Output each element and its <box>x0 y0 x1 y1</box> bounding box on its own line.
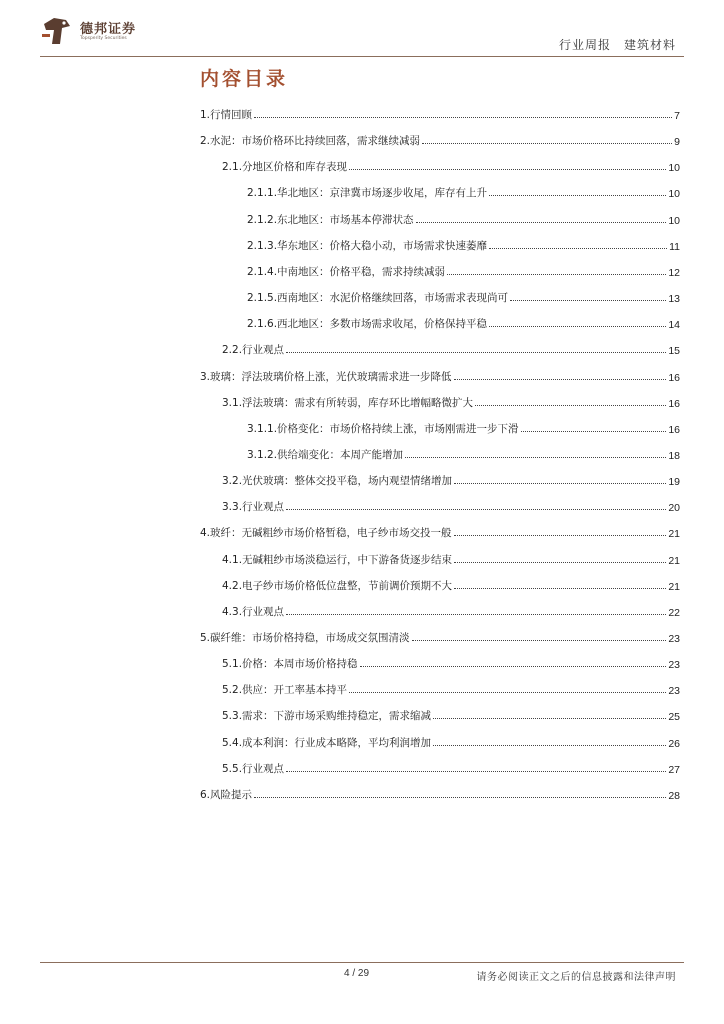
toc-dot-leader <box>360 666 667 667</box>
header-divider <box>40 56 684 57</box>
toc-entry-title: 6.风险提示 <box>200 788 253 801</box>
toc-dot-leader <box>286 352 666 353</box>
toc-entry-title: 4.3.行业观点 <box>222 605 285 618</box>
toc-entry[interactable] <box>222 496 680 514</box>
toc-entry-title: 2.水泥：市场价格环比持续回落，需求继续减弱 <box>200 135 421 148</box>
legal-disclaimer: 请务必阅读正文之后的信息披露和法律声明 <box>476 972 676 983</box>
toc-entry-title: 4.玻纤：无碱粗纱市场价格暂稳，电子纱市场交投一般 <box>200 527 452 540</box>
toc-dot-leader <box>454 483 666 484</box>
toc-entry-title: 2.1.1.华北地区：京津冀市场逐步收尾，库存有上升 <box>247 187 488 200</box>
toc-dot-leader <box>412 640 667 641</box>
toc-dot-leader <box>286 614 666 615</box>
toc-entry-title: 5.碳纤维：市场价格持稳，市场成交氛围清淡 <box>200 632 410 644</box>
toc-dot-leader <box>510 300 666 301</box>
toc-entry-title: 5.2.供应：开工率基本持平 <box>222 684 348 697</box>
toc-entry-title: 3.1.2.供给端变化：本周产能增加 <box>247 448 404 461</box>
toc-entry[interactable] <box>222 732 680 750</box>
toc-dot-leader <box>286 771 666 772</box>
toc-entry[interactable] <box>222 156 680 174</box>
page-number: 4 / 29 <box>344 968 370 979</box>
toc-entry[interactable] <box>200 784 680 802</box>
toc-entry-page: 16 <box>668 371 680 384</box>
toc-entry-page: 26 <box>668 737 680 750</box>
toc-entry[interactable] <box>247 287 680 305</box>
toc-dot-leader <box>405 457 666 458</box>
toc-dot-leader <box>475 405 666 406</box>
toc-dot-leader <box>286 509 666 510</box>
toc-entry-title: 3.1.浮法玻璃：需求有所转弱，库存环比增幅略微扩大 <box>222 396 474 409</box>
toc-title: 内容目录 <box>200 68 289 90</box>
toc-dot-leader <box>454 379 667 380</box>
toc-entry[interactable] <box>222 653 680 671</box>
toc-dot-leader <box>254 117 672 118</box>
toc-entry-page: 21 <box>668 554 680 567</box>
toc-dot-leader <box>489 195 666 196</box>
toc-entry-page: 10 <box>668 188 680 201</box>
toc-entry[interactable] <box>222 679 680 697</box>
toc-dot-leader <box>489 326 666 327</box>
toc-entry-page: 23 <box>668 659 680 672</box>
toc-dot-leader <box>433 718 666 719</box>
toc-entry-title: 5.4.成本利润：行业成本略降，平均利润增加 <box>222 736 432 749</box>
toc-entry-page: 23 <box>668 633 680 645</box>
toc-entry-title: 2.1.6.西北地区：多数市场需求收尾，价格保持平稳 <box>247 318 488 331</box>
logo-text-en: Topsperity Securities <box>80 36 127 41</box>
toc-entry[interactable] <box>247 313 680 331</box>
toc-entry-page: 7 <box>674 110 680 122</box>
toc-entry[interactable] <box>200 627 680 645</box>
toc-entry[interactable] <box>247 209 680 227</box>
toc-dot-leader <box>433 745 666 746</box>
toc-entry-page: 10 <box>668 162 680 175</box>
toc-dot-leader <box>416 222 667 223</box>
toc-entry[interactable] <box>222 575 680 593</box>
logo-mark-icon <box>40 14 74 48</box>
toc-entry-page: 25 <box>668 711 680 724</box>
toc-entry-title: 3.2.光伏玻璃：整体交投平稳，场内观望情绪增加 <box>222 475 453 488</box>
toc-dot-leader <box>349 169 666 170</box>
toc-entry-title: 2.1.5.西南地区：水泥价格继续回落，市场需求表现尚可 <box>247 292 509 305</box>
toc-entry-title: 3.1.1.价格变化：市场价格持续上涨，市场刚需进一步下滑 <box>247 422 519 435</box>
toc-entry[interactable] <box>222 470 680 488</box>
toc-entry-page: 27 <box>668 763 680 776</box>
toc-entry[interactable] <box>247 418 680 436</box>
toc-entry-title: 5.5.行业观点 <box>222 762 285 775</box>
toc-entry[interactable] <box>222 392 680 410</box>
toc-dot-leader <box>454 535 667 536</box>
toc-dot-leader <box>447 274 666 275</box>
toc-entry[interactable] <box>200 366 680 384</box>
toc-entry-page: 21 <box>668 528 680 541</box>
toc-dot-leader <box>422 143 672 144</box>
toc-entry-page: 16 <box>668 397 680 410</box>
footer-divider <box>40 962 684 963</box>
toc-entry-title: 4.1.无碱粗纱市场淡稳运行，中下游备货逐步结束 <box>222 553 453 566</box>
toc-entry-page: 21 <box>668 580 680 593</box>
toc-entry[interactable] <box>222 758 680 776</box>
toc-entry[interactable] <box>247 182 680 200</box>
toc-entry[interactable] <box>247 261 680 279</box>
toc-dot-leader <box>349 692 666 693</box>
toc-dot-leader <box>454 588 666 589</box>
toc-entry-page: 11 <box>669 240 680 253</box>
toc-entry-title: 4.2.电子纱市场价格低位盘整，节前调价预期不大 <box>222 579 453 592</box>
toc-entry-page: 13 <box>668 293 680 306</box>
toc-entry-title: 5.3.需求：下游市场采购维持稳定，需求缩减 <box>222 710 432 723</box>
toc-dot-leader <box>454 562 666 563</box>
toc-entry-title: 2.1.分地区价格和库存表现 <box>222 161 348 174</box>
toc-dot-leader <box>521 431 667 432</box>
toc-entry-title: 2.1.2.东北地区：市场基本停滞状态 <box>247 213 414 226</box>
toc-entry[interactable] <box>247 444 680 462</box>
toc-entry-title: 2.2.行业观点 <box>222 344 285 357</box>
toc-entry-title: 1.行情回顾 <box>200 109 253 121</box>
toc-entry[interactable] <box>222 339 680 357</box>
toc-entry-page: 23 <box>668 685 680 698</box>
toc-entry-page: 28 <box>668 789 680 802</box>
toc-entry-page: 14 <box>668 319 680 332</box>
toc-entry-page: 18 <box>668 449 680 462</box>
logo-text-cn: 德邦证券 <box>80 22 137 37</box>
toc-dot-leader <box>489 248 667 249</box>
toc-entry-page: 12 <box>668 266 680 279</box>
toc-entry[interactable] <box>222 705 680 723</box>
toc-entry-page: 15 <box>668 345 680 358</box>
toc-entry[interactable] <box>200 130 680 148</box>
toc-dot-leader <box>254 797 666 798</box>
report-type-label: 行业周报 建筑材料 <box>558 38 676 52</box>
toc-entry-page: 10 <box>668 214 680 227</box>
toc-entry[interactable] <box>222 549 680 567</box>
toc-entry[interactable] <box>200 104 680 122</box>
toc-entry[interactable] <box>247 235 680 253</box>
company-logo <box>40 14 150 48</box>
toc-entry-page: 19 <box>668 476 680 489</box>
toc-entry[interactable] <box>222 601 680 619</box>
toc-entry-title: 5.1.价格：本周市场价格持稳 <box>222 658 358 671</box>
toc-entry-title: 3.玻璃：浮法玻璃价格上涨，光伏玻璃需求进一步降低 <box>200 370 452 383</box>
toc-entry-title: 3.3.行业观点 <box>222 501 285 514</box>
toc-entry-title: 2.1.4.中南地区：价格平稳，需求持续减弱 <box>247 265 446 278</box>
toc-entry[interactable] <box>200 522 680 540</box>
toc-entry-page: 22 <box>668 606 680 619</box>
toc-entry-title: 2.1.3.华东地区：价格大稳小动，市场需求快速萎靡 <box>247 239 488 252</box>
toc-entry-page: 20 <box>668 502 680 515</box>
page-header <box>0 0 724 60</box>
toc-entry-page: 16 <box>668 423 680 436</box>
toc-entry-page: 9 <box>674 136 680 149</box>
